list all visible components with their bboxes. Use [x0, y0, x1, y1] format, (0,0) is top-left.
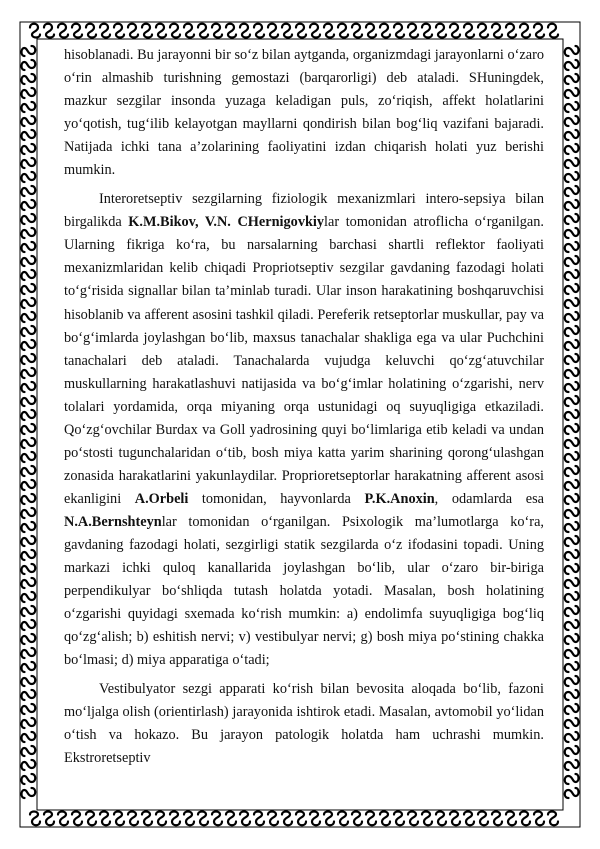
border-ornament	[565, 676, 579, 686]
border-ornament	[565, 424, 579, 434]
border-ornament	[436, 812, 446, 826]
border-ornament	[565, 172, 579, 182]
border-ornament	[22, 74, 36, 84]
border-ornament	[548, 812, 558, 826]
border-ornament	[22, 704, 36, 714]
border-ornament	[22, 116, 36, 126]
border-ornament	[198, 24, 208, 38]
border-ornament	[565, 438, 579, 448]
border-ornament	[565, 270, 579, 280]
border-ornament	[22, 200, 36, 210]
border-ornament	[565, 480, 579, 490]
border-ornament	[565, 690, 579, 700]
border-ornament	[22, 130, 36, 140]
border-ornament	[352, 24, 362, 38]
border-ornament	[534, 24, 544, 38]
border-ornament	[114, 812, 124, 826]
border-ornament	[565, 144, 579, 154]
border-ornament	[352, 812, 362, 826]
border-ornament	[366, 812, 376, 826]
text-span: lar tomonidan o‘rganilgan. Psixologik ma’lumotlarga ko‘ra, gavdaning fazodagi holati, sezgirligi statik sezgilarda o‘z ifodasini topadi. Uning markazi ichki quloq kanallarida joylashgan bo‘lib, ular o‘zaro bir-biriga perpendikulyar bo‘shliqda tutash holatda yotadi. Masalan, bosh holatining o‘zgarishi quyidagi sxemada ko‘rish mumkin: a) endolimfa suyuqligiga bog‘liq qo‘zg‘alish; b) eshitish nervi; v) vestibulyar nervi; g) bosh miya po‘stining chakka bo‘lmasi; d) miya apparatiga o‘tadi;	[64, 513, 544, 669]
border-ornament	[565, 382, 579, 392]
border-ornament	[565, 452, 579, 462]
border-ornament	[338, 812, 348, 826]
border-ornament	[565, 788, 579, 798]
border-ornament	[142, 24, 152, 38]
border-ornament	[565, 228, 579, 238]
border-ornament	[548, 24, 558, 38]
border-ornament	[565, 732, 579, 742]
border-ornament	[128, 24, 138, 38]
border-ornament	[268, 812, 278, 826]
border-ornament	[565, 312, 579, 322]
border-ornament	[22, 368, 36, 378]
border-ornament	[22, 102, 36, 112]
border-ornament	[282, 24, 292, 38]
border-ornament	[22, 270, 36, 280]
text-span: hisoblanadi. Bu jarayonni bir so‘z bilan aytganda, organizmdagi jarayonlarni o‘zaro o‘rin almashib turishning gemostazi (barqarorligi) deb ataladi. SHuningdek, mazkur sezgilar insonda yuzaga keladigan puls, zo‘riqish, affekt holatlarini yo‘qotish, tug‘ilib kelayotgan mayllarni qondirish bilan bog‘liq vazifani bajaradi. Natijada ichki tana a’zolarining faoliyatini izdan chiqarish holati yuz berishi mumkin.	[64, 47, 544, 179]
border-ornament	[565, 522, 579, 532]
border-ornament	[22, 648, 36, 658]
border-ornament	[22, 690, 36, 700]
border-ornament	[22, 536, 36, 546]
border-ornament	[240, 24, 250, 38]
border-ornament	[464, 812, 474, 826]
border-ornament	[366, 24, 376, 38]
border-ornament	[565, 116, 579, 126]
border-ornament	[436, 24, 446, 38]
border-ornament	[565, 60, 579, 70]
border-ornament	[22, 172, 36, 182]
bold-name-span: A.Orbeli	[134, 490, 189, 507]
text-span: , odamlarda esa	[434, 490, 544, 507]
border-ornament	[565, 158, 579, 168]
border-ornament	[22, 564, 36, 574]
border-ornament	[565, 368, 579, 378]
border-ornament	[22, 606, 36, 616]
border-ornament	[100, 24, 110, 38]
border-ornament	[565, 284, 579, 294]
border-ornament	[212, 24, 222, 38]
border-ornament	[492, 24, 502, 38]
border-ornament	[464, 24, 474, 38]
border-ornament	[565, 186, 579, 196]
border-ornament	[310, 812, 320, 826]
border-ornament	[22, 242, 36, 252]
border-ornament	[282, 812, 292, 826]
border-ornament	[22, 186, 36, 196]
border-ornament	[22, 732, 36, 742]
border-ornament	[22, 466, 36, 476]
border-ornament	[565, 46, 579, 56]
border-ornament	[22, 144, 36, 154]
border-ornament	[22, 60, 36, 70]
border-ornament	[22, 578, 36, 588]
border-ornament	[506, 24, 516, 38]
border-ornament	[296, 24, 306, 38]
border-ornament	[22, 326, 36, 336]
border-ornament	[565, 200, 579, 210]
text-span: Interoretseptiv sezgilarning fiziologik mexanizmlari intero-sepsiya bilan birgalikda	[64, 191, 544, 231]
bold-name-span: P.K.Anoxin	[364, 490, 435, 507]
border-ornament	[565, 256, 579, 266]
border-ornament	[565, 662, 579, 672]
border-ornament	[565, 648, 579, 658]
border-ornament	[100, 812, 110, 826]
border-ornament	[565, 102, 579, 112]
border-ornament	[394, 24, 404, 38]
document-body	[64, 44, 544, 770]
border-ornament	[565, 592, 579, 602]
border-ornament	[226, 812, 236, 826]
border-ornament	[22, 718, 36, 728]
border-ornament	[22, 634, 36, 644]
border-ornament	[22, 88, 36, 98]
border-ornament	[565, 634, 579, 644]
border-ornament	[22, 46, 36, 56]
border-ornament	[22, 550, 36, 560]
border-ornament	[565, 564, 579, 574]
border-ornament	[22, 662, 36, 672]
border-ornament	[565, 396, 579, 406]
border-ornament	[565, 340, 579, 350]
border-ornament	[22, 424, 36, 434]
border-ornament	[565, 242, 579, 252]
border-ornament	[565, 536, 579, 546]
border-ornament	[492, 812, 502, 826]
border-ornament	[170, 24, 180, 38]
border-ornament	[324, 24, 334, 38]
paragraph-3	[64, 678, 544, 770]
border-ornament	[450, 812, 460, 826]
border-ornament	[22, 522, 36, 532]
border-ornament	[565, 494, 579, 504]
border-ornament	[22, 452, 36, 462]
border-ornament	[565, 578, 579, 588]
border-ornament	[22, 228, 36, 238]
border-ornament	[565, 326, 579, 336]
border-ornament	[240, 812, 250, 826]
border-ornament	[380, 24, 390, 38]
border-ornament	[86, 812, 96, 826]
border-ornament	[520, 24, 530, 38]
border-ornament	[408, 24, 418, 38]
border-ornament	[58, 812, 68, 826]
border-ornament	[565, 760, 579, 770]
border-ornament	[22, 494, 36, 504]
border-ornament	[565, 606, 579, 616]
border-ornament	[338, 24, 348, 38]
border-ornament	[30, 812, 40, 826]
border-ornament	[58, 24, 68, 38]
bold-name-span: K.M.Bikov, V.N. CHernigovkiy	[128, 214, 325, 231]
border-ornament	[128, 812, 138, 826]
border-ornament	[422, 24, 432, 38]
border-ornament	[22, 410, 36, 420]
border-ornament	[565, 298, 579, 308]
border-ornament	[22, 256, 36, 266]
border-ornament	[184, 24, 194, 38]
border-ornament	[156, 812, 166, 826]
border-ornament	[565, 550, 579, 560]
border-ornament	[44, 24, 54, 38]
border-ornament	[22, 508, 36, 518]
border-ornament	[22, 676, 36, 686]
border-ornament	[565, 130, 579, 140]
border-ornament	[72, 812, 82, 826]
border-ornament	[478, 812, 488, 826]
border-ornament	[22, 788, 36, 798]
border-ornament	[198, 812, 208, 826]
text-span: tomonidan, hayvonlarda	[188, 490, 365, 507]
border-ornament	[565, 620, 579, 630]
border-ornament	[22, 340, 36, 350]
border-ornament	[22, 382, 36, 392]
bold-name-span: N.A.Bernshteyn	[64, 513, 162, 530]
border-ornament	[30, 24, 40, 38]
border-ornament	[394, 812, 404, 826]
border-ornament	[72, 24, 82, 38]
border-ornament	[296, 812, 306, 826]
border-ornament	[184, 812, 194, 826]
border-ornament	[86, 24, 96, 38]
border-ornament	[565, 718, 579, 728]
border-ornament	[212, 812, 222, 826]
border-ornament	[22, 298, 36, 308]
border-ornament	[422, 812, 432, 826]
border-ornament	[156, 24, 166, 38]
text-span: lar tomonidan atroflicha o‘rganilgan. Ularning fikriga ko‘ra, bu narsalarning barchasi shartli reflektor faoliyati mexanizmlaridan kelib chiqadi Propriotseptiv sezgilar gavdaning fazodagi holati to‘g‘risida signallar bilan ta’minlab turadi. Ular inson harakatining boshqaruvchisi hisoblanib va afferent asosini tashkil qiladi. Pereferik retseptorlar muskullar, pay va bo‘g‘imlarda joylashgan bo‘lib, maxsus tanachalar shakliga ega va ular Puchchini tanachalari deb ataladi. Tanachalarda vujudga keluvchi qo‘zg‘atuvchilar muskullarning harakatlashuvi natijasida va bo‘g‘imlar holatining o‘zgarishi, nerv tolalari yordamida, orqa miyaning orqa ustunidagi oq suyuqligiga etkaziladi. Qo‘zg‘ovchilar Burdax va Goll yadrosining quyi bo‘limlariga etib keladi va undan po‘stosti tugunchalaridan o‘tib, bosh miya katta yarim sharining qorong‘ulashgan zonasida harakatlarini yakunlaydilar. Proprioretseptorlar harakatning afferent asosi ekanligini	[64, 214, 545, 507]
border-ornament	[22, 438, 36, 448]
border-ornament	[520, 812, 530, 826]
border-ornament	[565, 508, 579, 518]
border-ornament	[22, 620, 36, 630]
border-ornament	[22, 396, 36, 406]
border-ornament	[478, 24, 488, 38]
border-ornament	[170, 812, 180, 826]
border-ornament	[226, 24, 236, 38]
border-ornament	[506, 812, 516, 826]
border-ornament	[22, 760, 36, 770]
text-span: Vestibulyator sezgi apparati ko‘rish bilan bevosita aloqada bo‘lib, fazoni mo‘ljalga olish (orientirlash) jarayonida ishtirok etadi. Masalan, avtomobil yo‘lidan o‘tish va hokazo. Bu jarayon patologik holatda ham uchrashi mumkin. Ekstroretseptiv	[64, 681, 544, 767]
border-ornament	[254, 24, 264, 38]
border-ornament	[268, 24, 278, 38]
border-ornament	[142, 812, 152, 826]
border-ornament	[565, 704, 579, 714]
border-ornament	[22, 746, 36, 756]
border-ornament	[22, 158, 36, 168]
border-ornament	[310, 24, 320, 38]
border-ornament	[22, 354, 36, 364]
border-ornament	[565, 410, 579, 420]
border-ornament	[22, 214, 36, 224]
border-ornament	[565, 746, 579, 756]
border-ornament	[380, 812, 390, 826]
border-ornament	[22, 774, 36, 784]
border-ornament	[44, 812, 54, 826]
border-ornament	[22, 592, 36, 602]
border-ornament	[324, 812, 334, 826]
border-ornament	[114, 24, 124, 38]
border-ornament	[565, 774, 579, 784]
border-ornament	[22, 480, 36, 490]
border-ornament	[22, 312, 36, 322]
border-ornament	[534, 812, 544, 826]
border-ornament	[565, 214, 579, 224]
border-ornament	[565, 354, 579, 364]
border-ornament	[450, 24, 460, 38]
border-ornament	[565, 74, 579, 84]
paragraph-1	[64, 44, 544, 182]
border-ornament	[22, 284, 36, 294]
paragraph-2	[64, 188, 544, 672]
border-ornament	[565, 88, 579, 98]
border-ornament	[565, 466, 579, 476]
border-ornament	[254, 812, 264, 826]
border-ornament	[408, 812, 418, 826]
